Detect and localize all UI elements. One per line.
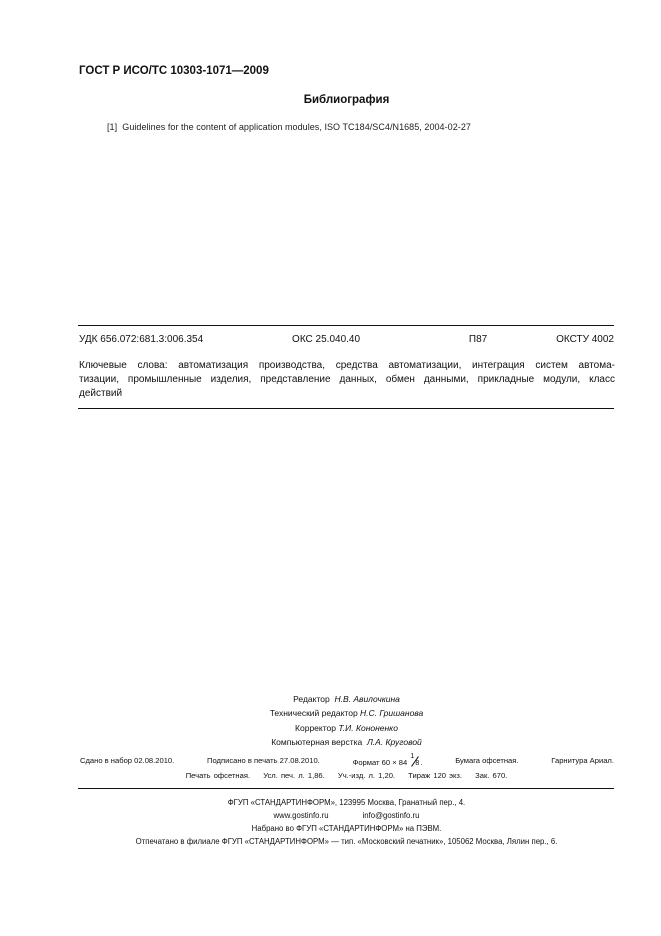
keywords-line: тизации, промышленные изделия, представление данных, обмен данными, прикладные модули, класс	[79, 374, 615, 385]
credit-editor: Редактор Н.В. Авилочкина	[293, 694, 400, 704]
keywords	[79, 359, 615, 401]
okstu-code: ОКСТУ 4002	[556, 334, 614, 345]
typeset-info: Набрано во ФГУП «СТАНДАРТИНФОРМ» на ПЭВМ.	[251, 824, 442, 833]
publisher-email[interactable]: info@gostinfo.ru	[362, 811, 420, 820]
print-method: Печать офсетная.	[185, 771, 251, 780]
typeset-date: Сдано в набор 02.08.2010.	[80, 756, 175, 765]
bibliography-item	[107, 122, 471, 132]
bibliography-title: Библиография	[303, 94, 390, 106]
paper-type: Бумага офсетная.	[455, 756, 519, 765]
usl-sheets: Усл. печ. л. 1,86.	[263, 771, 325, 780]
order-number: Зак. 670.	[475, 771, 508, 780]
publisher-info	[0, 796, 661, 848]
credit-proofreader: Корректор Т.И. Кононенко	[295, 722, 398, 733]
publisher-contacts	[32, 809, 661, 822]
divider-publisher	[78, 788, 614, 789]
fraction-glyph: 1 8	[410, 753, 420, 767]
bibliography-item-number: [1]	[107, 122, 118, 132]
divider-keywords	[78, 408, 614, 409]
print-info-row1	[80, 753, 614, 767]
publisher-address: ФГУП «СТАНДАРТИНФОРМ», 123995 Москва, Гранатный пер., 4.	[227, 798, 466, 807]
credit-tech-editor: Технический редактор Н.С. Гришанова	[269, 708, 424, 719]
group-code: П87	[468, 334, 488, 345]
udk-code: УДК 656.072:681.3:006.354	[79, 334, 204, 345]
divider-top	[78, 325, 614, 326]
document-code: ГОСТ Р ИСО/ТС 10303-1071—2009	[79, 65, 269, 77]
uch-sheets: Уч.-изд. л. 1,20.	[337, 771, 396, 780]
signed-date: Подписано в печать 27.08.2010.	[207, 756, 320, 765]
credits	[0, 692, 661, 749]
printed-info: Отпечатано в филиале ФГУП «СТАНДАРТИНФОРМ» — тип. «Московский печатник», 105062 Москва, Лялин пер., 6.	[135, 837, 558, 846]
print-run: Тираж 120 экз.	[408, 771, 463, 780]
format: Формат 60 × 84 1 8 .	[352, 753, 423, 767]
credit-layout: Компьютерная верстка Л.А. Круговой	[271, 736, 422, 747]
classification-row	[79, 334, 614, 345]
publisher-website[interactable]: www.gostinfo.ru	[273, 811, 329, 820]
typeface: Гарнитура Ариал.	[551, 756, 614, 765]
keywords-line: действий	[79, 388, 123, 399]
keywords-line: Ключевые слова: автоматизация производства, средства автоматизации, интеграция систем автома-	[79, 360, 615, 371]
print-info-row2	[0, 771, 661, 780]
oks-code: ОКС 25.040.40	[292, 334, 361, 345]
bibliography-item-text: Guidelines for the content of application modules, ISO TC184/SC4/N1685, 2004-02-27	[122, 122, 471, 132]
